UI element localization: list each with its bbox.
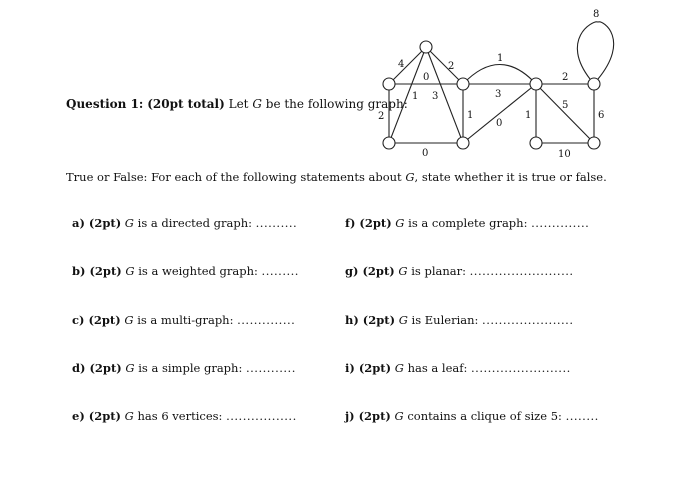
item-text: has 6 vertices: (137, 409, 223, 423)
edge-weight: 4 (398, 59, 405, 70)
item-text: is a multi-graph: (137, 313, 234, 327)
edge-weight: 1 (525, 110, 532, 121)
answer-blank[interactable]: ................. (226, 409, 297, 423)
item-label: f) (2pt) (345, 216, 392, 230)
edge-weight: 2 (562, 72, 569, 83)
answer-blank[interactable]: ........................ (471, 361, 571, 375)
item-text: has a leaf: (407, 361, 468, 375)
edge (426, 47, 463, 84)
answer-blank[interactable]: .............. (531, 216, 590, 230)
item-text: is a complete graph: (408, 216, 528, 230)
question-text-before: Let (228, 97, 249, 111)
item-e (72, 409, 297, 423)
item-c (72, 313, 295, 327)
instruction-text (66, 170, 607, 184)
edge-weight: 3 (432, 91, 439, 102)
question-prefix: Question 1: (66, 97, 144, 111)
item-label: i) (2pt) (345, 361, 392, 375)
item-b (72, 264, 299, 278)
edge (389, 47, 426, 84)
edge-weight: 1 (497, 53, 504, 64)
item-var: G (394, 409, 404, 423)
instruction-var: G (405, 170, 415, 184)
answer-blank[interactable]: .............. (237, 313, 296, 327)
item-text: is Eulerian: (411, 313, 479, 327)
item-f (345, 216, 589, 230)
item-h (345, 313, 573, 327)
item-d (72, 361, 296, 375)
answer-blank[interactable]: .......... (255, 216, 298, 230)
vertex (420, 41, 432, 53)
edge-weight: 8 (593, 9, 600, 20)
vertex (383, 78, 395, 90)
edge-weight: 6 (598, 110, 605, 121)
item-label: g) (2pt) (345, 264, 395, 278)
edge-weight: 1 (467, 110, 474, 121)
answer-blank[interactable]: ......... (261, 264, 299, 278)
answer-blank[interactable]: ............ (245, 361, 296, 375)
vertex (530, 137, 542, 149)
item-label: e) (2pt) (72, 409, 121, 423)
edge-weight: 5 (562, 100, 569, 111)
item-var: G (124, 216, 134, 230)
vertex (588, 78, 600, 90)
edge-weight: 0 (423, 72, 430, 83)
edge-weight: 3 (495, 89, 502, 100)
answer-blank[interactable]: ........ (565, 409, 599, 423)
vertex (383, 137, 395, 149)
item-label: d) (2pt) (72, 361, 122, 375)
question-points: (20pt total) (147, 97, 225, 111)
item-var: G (124, 313, 134, 327)
edge-weight: 1 (412, 91, 419, 102)
instruction-before: True or False: For each of the following statements about (66, 170, 402, 184)
item-label: h) (2pt) (345, 313, 396, 327)
edge-loop (577, 22, 613, 79)
item-var: G (125, 264, 135, 278)
item-var: G (394, 361, 404, 375)
edge-weight: 2 (378, 111, 385, 122)
edge (536, 84, 594, 143)
edge-weight: 0 (496, 118, 503, 129)
answer-blank[interactable]: ...................... (482, 313, 574, 327)
item-text: is a weighted graph: (138, 264, 258, 278)
answer-blank[interactable]: ......................... (469, 264, 574, 278)
question-var: G (252, 97, 262, 111)
item-var: G (125, 361, 135, 375)
item-var: G (398, 313, 408, 327)
question-text-after: be the following graph: (265, 97, 408, 111)
item-text: is a directed graph: (137, 216, 252, 230)
item-j (345, 409, 599, 423)
vertex (457, 137, 469, 149)
edge-weight: 2 (448, 61, 455, 72)
item-var: G (398, 264, 408, 278)
vertex (457, 78, 469, 90)
item-text: is planar: (411, 264, 466, 278)
item-text: contains a clique of size 5: (407, 409, 562, 423)
item-label: b) (2pt) (72, 264, 122, 278)
edge-weight: 0 (422, 148, 429, 159)
vertex (588, 137, 600, 149)
vertex (530, 78, 542, 90)
item-g (345, 264, 574, 278)
item-label: c) (2pt) (72, 313, 121, 327)
item-a (72, 216, 297, 230)
item-var: G (395, 216, 405, 230)
item-i (345, 361, 571, 375)
edge-arc (463, 65, 536, 85)
item-text: is a simple graph: (138, 361, 243, 375)
edge (389, 47, 426, 143)
item-label: a) (2pt) (72, 216, 122, 230)
instruction-after: , state whether it is true or false. (414, 170, 607, 184)
edge-weight: 10 (558, 149, 571, 160)
item-label: j) (2pt) (345, 409, 391, 423)
item-var: G (124, 409, 134, 423)
